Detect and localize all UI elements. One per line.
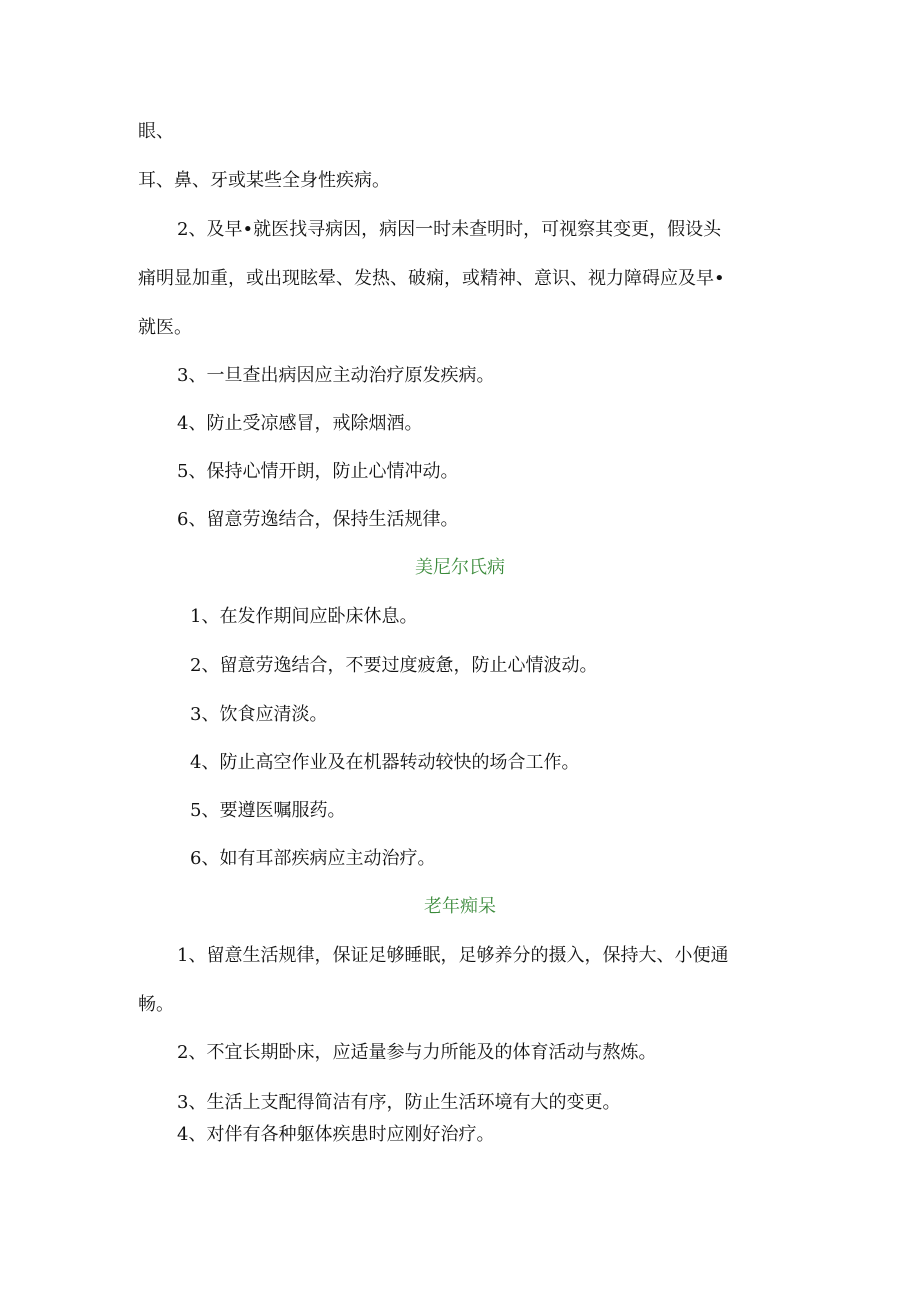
text-line: 3、饮食应清淡。 xyxy=(190,704,328,725)
text-line: 4、防止高空作业及在机器转动较快的场合工作。 xyxy=(190,752,580,773)
text-line: 5、要遵医嘱服药。 xyxy=(190,800,346,821)
text-line: 1、留意生活规律，保证足够睡眠，足够养分的摄入，保持大、小便通 xyxy=(177,945,729,966)
text-line: 畅。 xyxy=(138,994,174,1015)
text-line: 6、如有耳部疾病应主动治疗。 xyxy=(190,848,436,869)
text-line: 2、留意劳逸结合，不要过度疲惫，防止心情波动。 xyxy=(190,655,598,676)
text-line: 3、生活上支配得简洁有序，防止生活环境有大的变更。 xyxy=(177,1092,621,1113)
text-line: 5、保持心情开朗，防止心情冲动。 xyxy=(177,461,459,482)
text-line: 4、防止受凉感冒，戒除烟酒。 xyxy=(177,413,423,434)
text-line: 1、在发作期间应卧床休息。 xyxy=(190,606,418,627)
text-line: 6、留意劳逸结合，保持生活规律。 xyxy=(177,509,459,530)
section-heading-meniere: 美尼尔氏病 xyxy=(415,557,505,578)
text-line: 3、一旦查出病因应主动治疗原发疾病。 xyxy=(177,365,495,386)
text-line: 2、及早•就医找寻病因，病因一时未查明时，可视察其变更，假设头 xyxy=(177,219,722,240)
section-heading-dementia: 老年痴呆 xyxy=(424,896,496,917)
text-line: 就医。 xyxy=(138,317,192,338)
text-line: 2、不宜长期卧床，应适量参与力所能及的体育活动与熬炼。 xyxy=(177,1042,657,1063)
text-line: 4、对伴有各种躯体疾患时应刚好治疗。 xyxy=(177,1124,495,1145)
text-line: 痛明显加重，或出现眩晕、发热、破痫，或精神、意识、视力障碍应及早• xyxy=(138,268,725,289)
text-line: 眼、 xyxy=(138,121,174,142)
text-line: 耳、鼻、牙或某些全身性疾病。 xyxy=(138,170,390,191)
